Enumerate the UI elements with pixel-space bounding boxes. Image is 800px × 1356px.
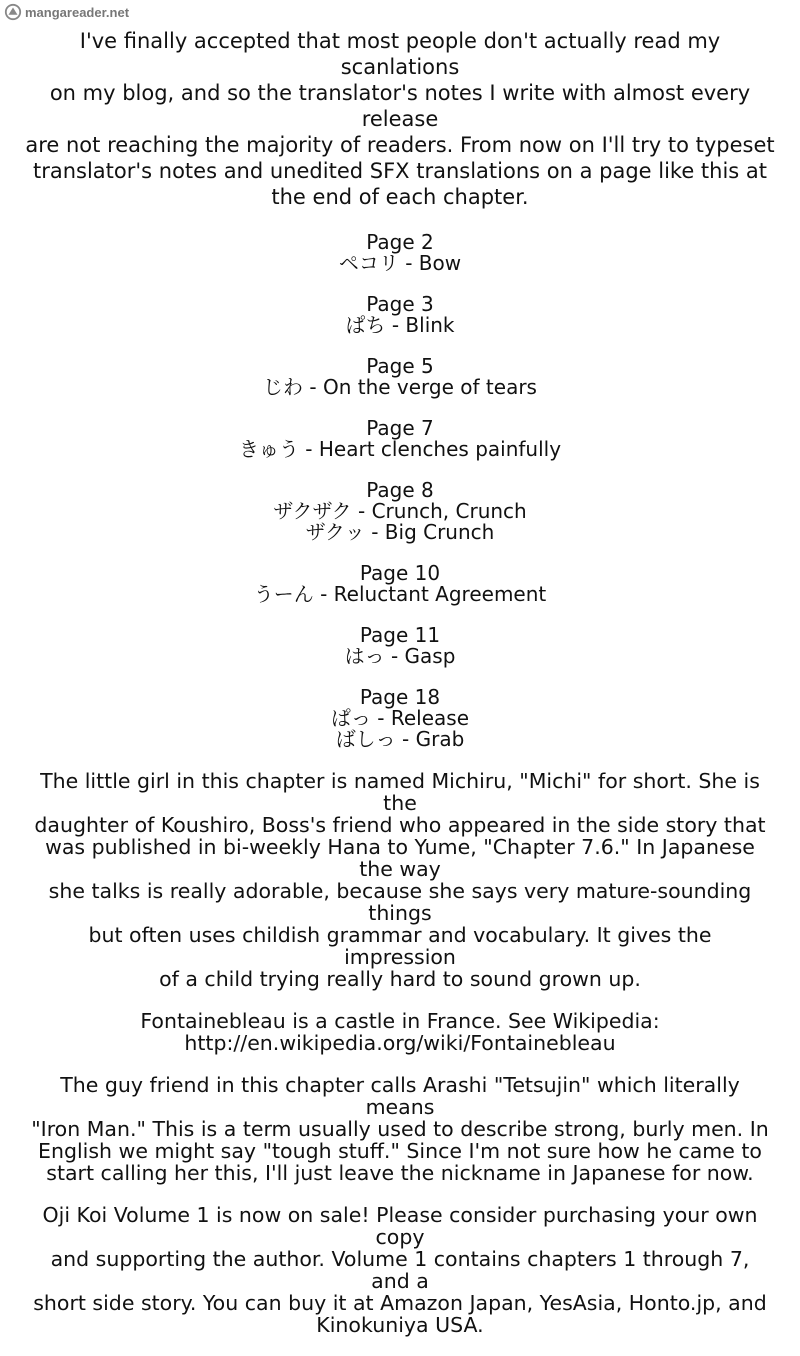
sfx-page-label: Page 11 xyxy=(359,623,441,647)
sfx-entry: ザクザク - Crunch, Crunch xyxy=(273,499,527,523)
note-line: was published in bi-weekly Hana to Yume, "Chapter 7.6." In Japanese the way xyxy=(45,835,755,881)
site-watermark xyxy=(4,3,129,21)
note-line: but often uses childish grammar and vocabulary. It gives the impression xyxy=(88,923,712,969)
sfx-page-block xyxy=(0,687,800,750)
note-tetsujin xyxy=(30,1074,770,1184)
sfx-entry: うーん - Reluctant Agreement xyxy=(253,582,547,606)
sfx-page-block xyxy=(0,418,800,460)
note-line: Kinokuniya USA. xyxy=(316,1313,484,1337)
sfx-entry: ぱち - Blink xyxy=(345,313,455,337)
mangareader-logo-icon xyxy=(4,3,22,21)
note-michiru xyxy=(30,770,770,990)
note-volume-sale xyxy=(30,1204,770,1336)
intro-line: I've finally accepted that most people don't actually read my scanlations xyxy=(79,29,721,79)
sfx-page-label: Page 10 xyxy=(359,561,441,585)
sfx-page-block xyxy=(0,232,800,274)
note-line: Oji Koi Volume 1 is now on sale! Please consider purchasing your own copy xyxy=(42,1203,758,1249)
intro-line: are not reaching the majority of readers. From now on I'll try to typeset xyxy=(25,133,775,157)
intro-line: the end of each chapter. xyxy=(271,185,529,209)
sfx-page-label: Page 3 xyxy=(366,292,434,316)
sfx-entry: ぱっ - Release xyxy=(330,706,470,730)
sfx-entry: ペコリ - Bow xyxy=(338,251,462,275)
sfx-entry: きゅう - Heart clenches painfully xyxy=(238,437,562,461)
note-line: English we might say "tough stuff." Since I'm not sure how he came to xyxy=(38,1139,762,1163)
sfx-page-block xyxy=(0,356,800,398)
note-line: "Iron Man." This is a term usually used to describe strong, burly men. In xyxy=(31,1117,769,1141)
note-line: and supporting the author. Volume 1 contains chapters 1 through 7, and a xyxy=(50,1247,750,1293)
note-line: Fontainebleau is a castle in France. See Wikipedia: xyxy=(140,1009,660,1033)
sfx-page-block xyxy=(0,294,800,336)
sfx-entry: じわ - On the verge of tears xyxy=(263,375,537,399)
sfx-page-block xyxy=(0,563,800,605)
sfx-page-label: Page 5 xyxy=(366,354,434,378)
note-line: of a child trying really hard to sound grown up. xyxy=(159,967,641,991)
intro-paragraph xyxy=(20,28,780,210)
sfx-page-label: Page 2 xyxy=(366,230,434,254)
note-line: daughter of Koushiro, Boss's friend who appeared in the side story that xyxy=(34,813,766,837)
sfx-list xyxy=(0,232,800,750)
wikipedia-link: http://en.wikipedia.org/wiki/Fontainebleau xyxy=(184,1031,616,1055)
intro-line: on my blog, and so the translator's notes I write with almost every release xyxy=(49,81,751,131)
sfx-page-label: Page 8 xyxy=(366,478,434,502)
sfx-entry: はっ - Gasp xyxy=(344,644,456,668)
translator-notes-page xyxy=(0,28,800,1356)
note-line: start calling her this, I'll just leave the nickname in Japanese for now. xyxy=(46,1161,754,1185)
sfx-entry: ザクッ - Big Crunch xyxy=(305,520,495,544)
note-line: short side story. You can buy it at Amazon Japan, YesAsia, Honto.jp, and xyxy=(33,1291,767,1315)
note-line: she talks is really adorable, because she says very mature-sounding things xyxy=(48,879,752,925)
sfx-page-label: Page 7 xyxy=(366,416,434,440)
watermark-text: mangareader.net xyxy=(25,4,130,20)
sfx-page-label: Page 18 xyxy=(359,685,441,709)
sfx-page-block xyxy=(0,480,800,543)
sfx-entry: ばしっ - Grab xyxy=(335,727,465,751)
intro-line: translator's notes and unedited SFX translations on a page like this at xyxy=(32,159,768,183)
note-fontainebleau xyxy=(30,1010,770,1054)
sfx-page-block xyxy=(0,625,800,667)
note-line: The guy friend in this chapter calls Arashi "Tetsujin" which literally means xyxy=(60,1073,740,1119)
note-line: The little girl in this chapter is named Michiru, "Michi" for short. She is the xyxy=(40,769,760,815)
